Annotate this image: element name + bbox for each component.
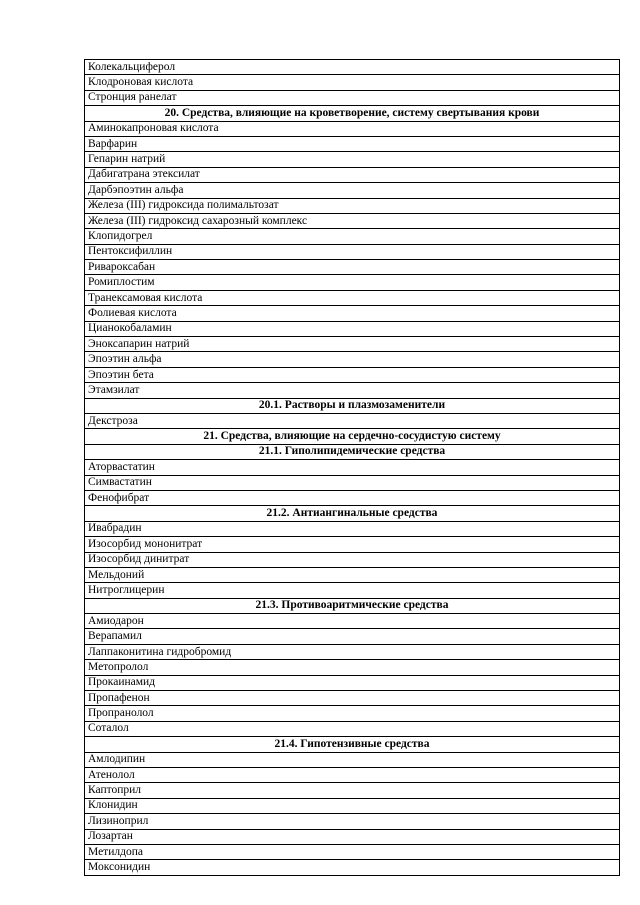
section-header-row xyxy=(85,398,620,413)
drug-name: Ривароксабан xyxy=(85,260,620,275)
drug-row xyxy=(85,90,620,105)
drug-row xyxy=(85,552,620,567)
drug-name: Нитроглицерин xyxy=(85,583,620,598)
section-header-row xyxy=(85,506,620,521)
drug-name: Эпоэтин бета xyxy=(85,367,620,382)
drug-name: Цианокобаламин xyxy=(85,321,620,336)
drug-name: Лизиноприл xyxy=(85,814,620,829)
drug-name: Железа (III) гидроксида полимальтозат xyxy=(85,198,620,213)
drug-row xyxy=(85,152,620,167)
drug-name: Пропранолол xyxy=(85,706,620,721)
drug-name: Дарбэпоэтин альфа xyxy=(85,183,620,198)
drug-row xyxy=(85,675,620,690)
drug-row xyxy=(85,767,620,782)
drug-row xyxy=(85,306,620,321)
drug-name: Изосорбид динитрат xyxy=(85,552,620,567)
drug-row xyxy=(85,660,620,675)
drug-row xyxy=(85,167,620,182)
drug-row xyxy=(85,829,620,844)
section-title: 21. Средства, влияющие на сердечно-сосудистую систему xyxy=(85,429,620,444)
drug-name: Эпоэтин альфа xyxy=(85,352,620,367)
section-header-row xyxy=(85,598,620,613)
drug-name: Моксонидин xyxy=(85,860,620,875)
drug-name: Аторвастатин xyxy=(85,460,620,475)
drug-name: Метилдопа xyxy=(85,844,620,859)
section-title: 21.3. Противоаритмические средства xyxy=(85,598,620,613)
drug-row xyxy=(85,629,620,644)
drug-row xyxy=(85,213,620,228)
drug-list-table xyxy=(84,59,620,876)
drug-row xyxy=(85,844,620,859)
drug-row xyxy=(85,614,620,629)
drug-name: Верапамил xyxy=(85,629,620,644)
drug-name: Гепарин натрий xyxy=(85,152,620,167)
drug-name: Колекальциферол xyxy=(85,60,620,75)
drug-name: Прокаинамид xyxy=(85,675,620,690)
drug-name: Ромиплостим xyxy=(85,275,620,290)
section-header-row xyxy=(85,106,620,121)
drug-name: Атенолол xyxy=(85,767,620,782)
drug-name: Амлодипин xyxy=(85,752,620,767)
drug-name: Декстроза xyxy=(85,413,620,428)
drug-name: Фолиевая кислота xyxy=(85,306,620,321)
drug-name: Клодроновая кислота xyxy=(85,75,620,90)
drug-row xyxy=(85,706,620,721)
drug-row xyxy=(85,537,620,552)
drug-row xyxy=(85,136,620,151)
drug-row xyxy=(85,567,620,582)
section-header-row xyxy=(85,444,620,459)
drug-name: Фенофибрат xyxy=(85,490,620,505)
drug-row xyxy=(85,290,620,305)
drug-row xyxy=(85,798,620,813)
drug-name: Симвастатин xyxy=(85,475,620,490)
section-header-row xyxy=(85,429,620,444)
drug-row xyxy=(85,490,620,505)
drug-row xyxy=(85,783,620,798)
section-title: 21.1. Гиполипидемические средства xyxy=(85,444,620,459)
drug-name: Клопидогрел xyxy=(85,229,620,244)
drug-row xyxy=(85,244,620,259)
drug-name: Аминокапроновая кислота xyxy=(85,121,620,136)
drug-row xyxy=(85,691,620,706)
drug-row xyxy=(85,229,620,244)
drug-name: Пентоксифиллин xyxy=(85,244,620,259)
drug-row xyxy=(85,121,620,136)
drug-name: Амиодарон xyxy=(85,614,620,629)
drug-row xyxy=(85,521,620,536)
drug-name: Лозартан xyxy=(85,829,620,844)
drug-name: Клонидин xyxy=(85,798,620,813)
drug-row xyxy=(85,413,620,428)
drug-row xyxy=(85,752,620,767)
drug-name: Метопролол xyxy=(85,660,620,675)
drug-row xyxy=(85,337,620,352)
drug-row xyxy=(85,583,620,598)
drug-name: Варфарин xyxy=(85,136,620,151)
drug-row xyxy=(85,367,620,382)
drug-name: Пропафенон xyxy=(85,691,620,706)
drug-name: Мельдоний xyxy=(85,567,620,582)
drug-row xyxy=(85,75,620,90)
drug-list-body xyxy=(85,60,620,876)
drug-name: Изосорбид мононитрат xyxy=(85,537,620,552)
drug-name: Эноксапарин натрий xyxy=(85,337,620,352)
drug-row xyxy=(85,275,620,290)
drug-row xyxy=(85,475,620,490)
section-title: 20.1. Растворы и плазмозаменители xyxy=(85,398,620,413)
drug-row xyxy=(85,721,620,736)
drug-name: Железа (III) гидроксид сахарозный комплекс xyxy=(85,213,620,228)
drug-name: Каптоприл xyxy=(85,783,620,798)
drug-row xyxy=(85,183,620,198)
drug-row xyxy=(85,60,620,75)
drug-name: Ивабрадин xyxy=(85,521,620,536)
drug-row xyxy=(85,383,620,398)
section-title: 21.4. Гипотензивные средства xyxy=(85,737,620,752)
drug-row xyxy=(85,321,620,336)
drug-row xyxy=(85,814,620,829)
drug-row xyxy=(85,860,620,875)
drug-row xyxy=(85,460,620,475)
drug-row xyxy=(85,644,620,659)
drug-name: Соталол xyxy=(85,721,620,736)
drug-row xyxy=(85,198,620,213)
section-title: 21.2. Антиангинальные средства xyxy=(85,506,620,521)
section-header-row xyxy=(85,737,620,752)
drug-name: Этамзилат xyxy=(85,383,620,398)
drug-name: Лаппаконитина гидробромид xyxy=(85,644,620,659)
drug-name: Стронция ранелат xyxy=(85,90,620,105)
drug-name: Транексамовая кислота xyxy=(85,290,620,305)
drug-name: Дабигатрана этексилат xyxy=(85,167,620,182)
drug-row xyxy=(85,260,620,275)
section-title: 20. Средства, влияющие на кроветворение, систему свертывания крови xyxy=(85,106,620,121)
drug-row xyxy=(85,352,620,367)
